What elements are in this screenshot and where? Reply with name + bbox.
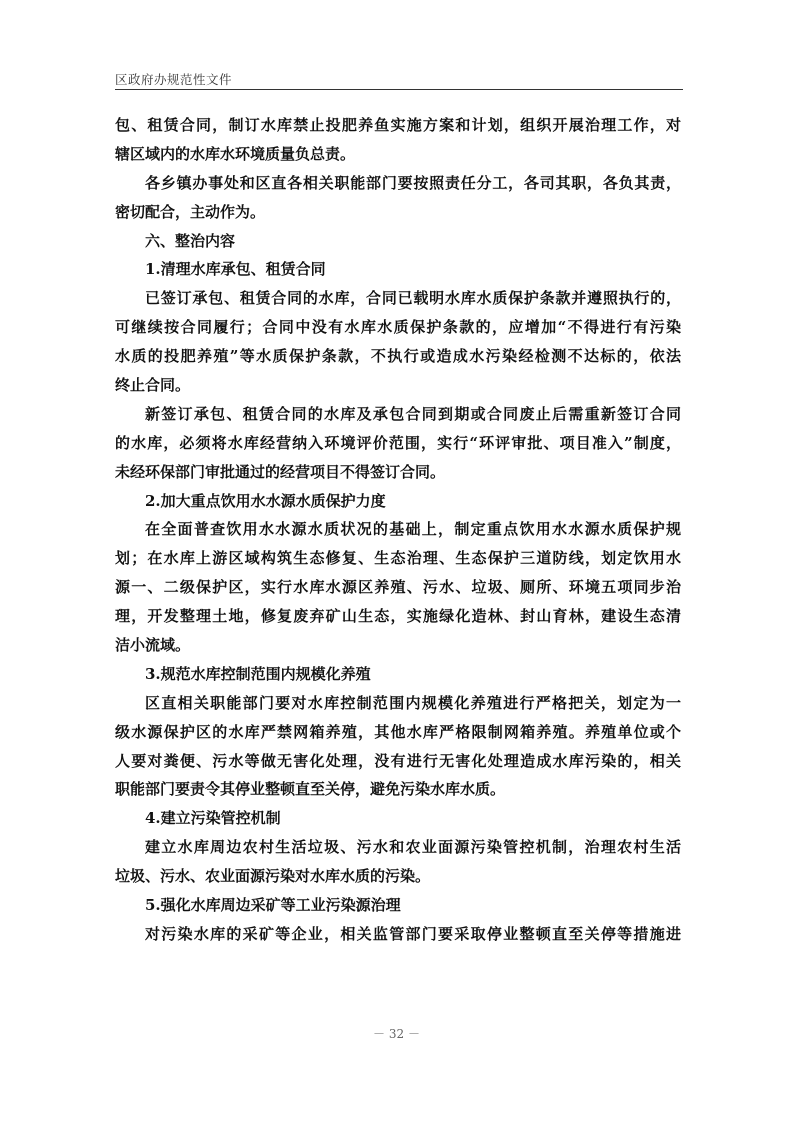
subsection-heading: 1.清理水库承包、租赁合同 bbox=[145, 260, 326, 279]
section-heading: 六、整治内容 bbox=[145, 231, 236, 250]
subsection-heading: 4.建立污染管控机制 bbox=[145, 809, 281, 828]
body-line: 在全面普查饮用水水源水质状况的基础上，制定重点饮用水水源水质保护规 bbox=[145, 520, 681, 539]
subsection-heading: 3.规范水库控制范围内规模化养殖 bbox=[145, 664, 371, 683]
body-line: 各乡镇办事处和区直各相关职能部门要按照责任分工，各司其职，各负其责， bbox=[145, 173, 681, 192]
body-line: 职能部门要责令其停业整顿直至关停，避免污染水库水质。 bbox=[115, 780, 506, 799]
body-line: 洁小流域。 bbox=[115, 636, 191, 655]
body-line: 辖区域内的水库水环境质量负总责。 bbox=[115, 144, 356, 163]
body-line: 终止合同。 bbox=[115, 376, 191, 395]
body-line: 源一、二级保护区，实行水库水源区养殖、污水、垃圾、厕所、环境五项同步治 bbox=[115, 578, 681, 597]
body-line: 建立水库周边农村生活垃圾、污水和农业面源污染管控机制，治理农村生活 bbox=[145, 838, 681, 857]
body-line: 水质的投肥养殖”等水质保护条款，不执行或造成水污染经检测不达标的，依法 bbox=[115, 347, 681, 366]
body-line: 可继续按合同履行；合同中没有水库水质保护条款的，应增加“不得进行有污染 bbox=[115, 318, 681, 337]
body-line: 垃圾、污水、农业面源污染对水库水质的污染。 bbox=[115, 867, 431, 886]
body-line: 人要对粪便、污水等做无害化处理，没有进行无害化处理造成水库污染的，相关 bbox=[115, 751, 681, 770]
body-line: 级水源保护区的水库严禁网箱养殖，其他水库严格限制网箱养殖。养殖单位或个 bbox=[115, 722, 681, 741]
body-line: 未经环保部门审批通过的经营项目不得签订合同。 bbox=[115, 462, 446, 481]
body-line: 密切配合，主动作为。 bbox=[115, 202, 266, 221]
body-line: 新签订承包、租赁合同的水库及承包合同到期或合同废止后需重新签订合同 bbox=[145, 404, 681, 423]
page-number: － 32 － bbox=[373, 1027, 420, 1041]
body-line: 区直相关职能部门要对水库控制范围内规模化养殖进行严格把关，划定为一 bbox=[145, 693, 681, 712]
body-line: 包、租赁合同，制订水库禁止投肥养鱼实施方案和计划，组织开展治理工作，对 bbox=[115, 116, 681, 134]
document-body bbox=[115, 111, 681, 949]
page-header bbox=[115, 72, 683, 90]
header-title: 区政府办规范性文件 bbox=[115, 72, 233, 87]
body-line: 划；在水库上游区域构筑生态修复、生态治理、生态保护三道防线，划定饮用水 bbox=[115, 549, 681, 568]
body-line: 的水库，必须将水库经营纳入环境评价范围，实行“环评审批、项目准入”制度， bbox=[115, 433, 681, 452]
body-line: 已签订承包、租赁合同的水库，合同已载明水库水质保护条款并遵照执行的， bbox=[145, 289, 681, 308]
body-line: 理，开发整理土地，修复废弃矿山生态，实施绿化造林、封山育林，建设生态清 bbox=[115, 607, 681, 626]
subsection-heading: 5.强化水库周边采矿等工业污染源治理 bbox=[145, 896, 401, 915]
subsection-heading: 2.加大重点饮用水水源水质保护力度 bbox=[145, 491, 386, 510]
body-line: 对污染水库的采矿等企业，相关监管部门要采取停业整顿直至关停等措施进 bbox=[145, 924, 681, 943]
